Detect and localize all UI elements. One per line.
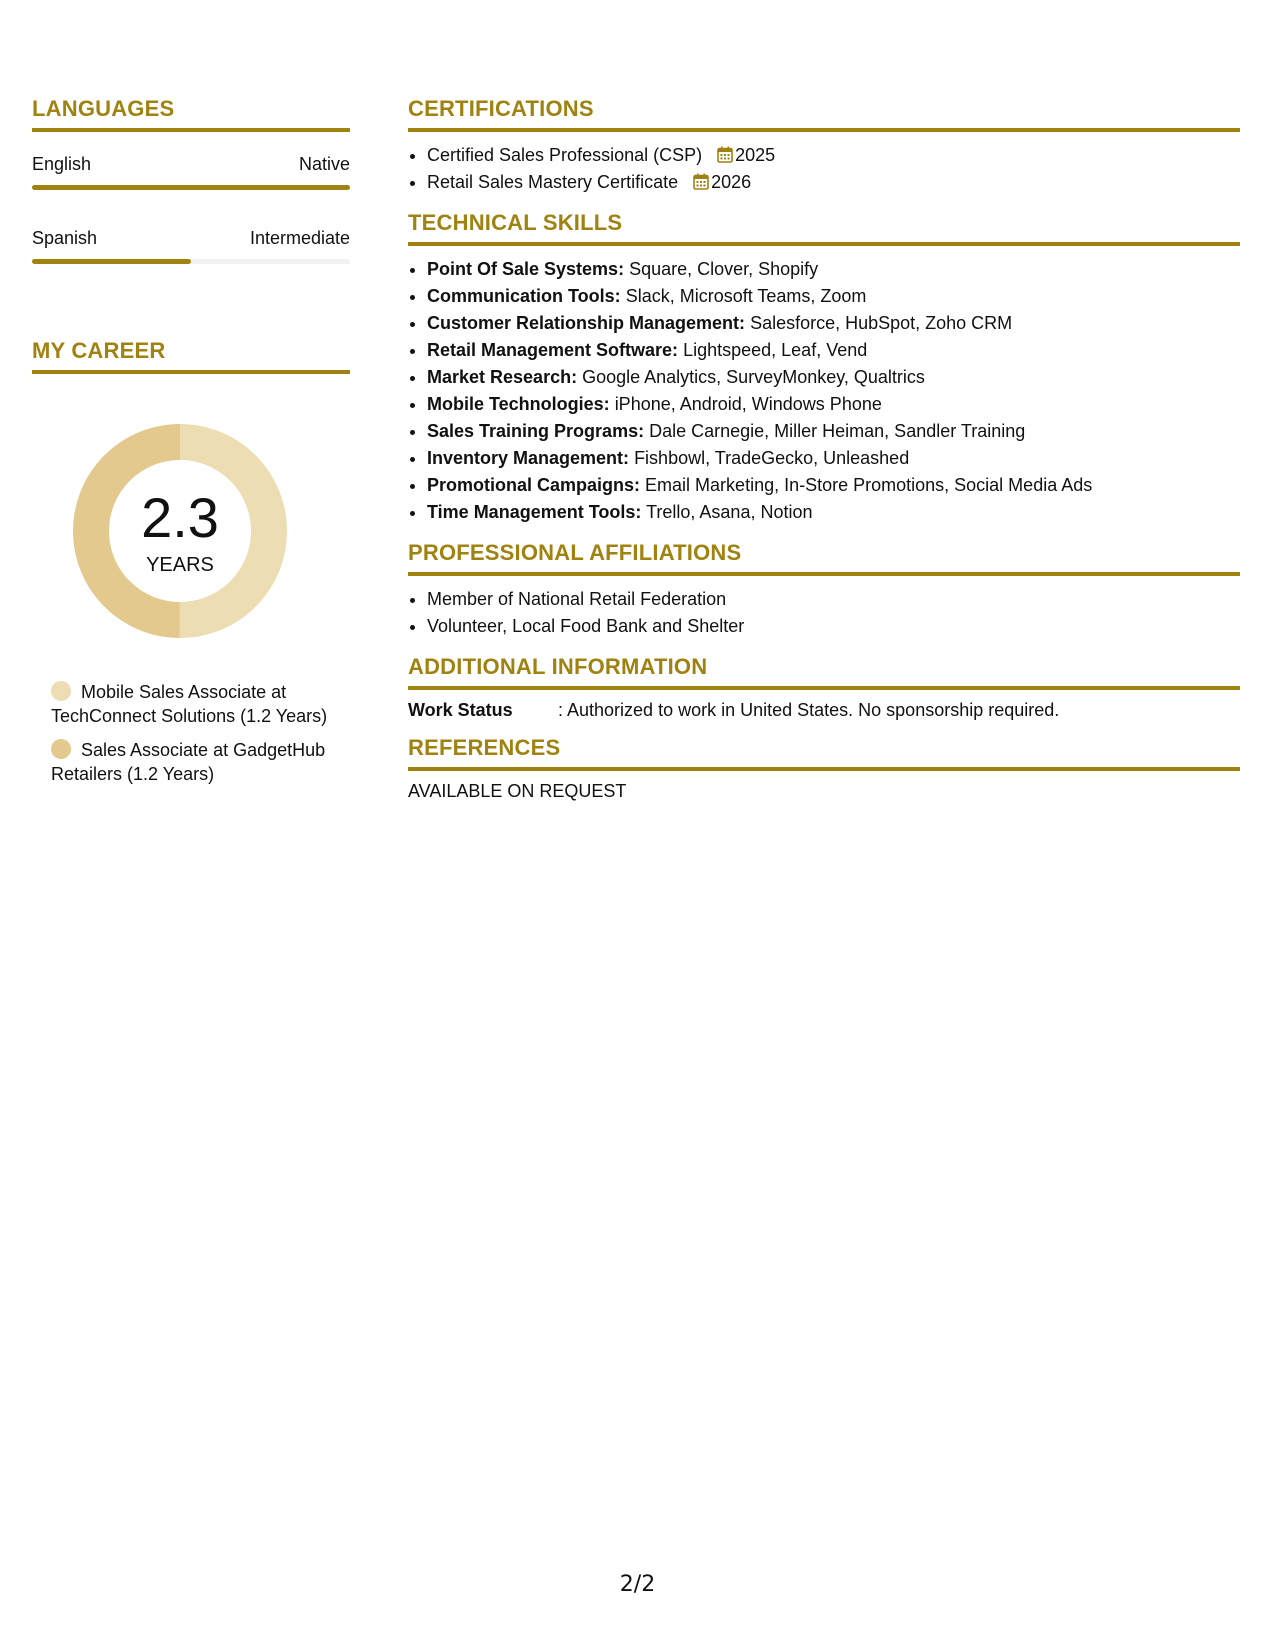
language-name: English [32, 154, 92, 174]
skill-item [427, 310, 1240, 337]
skill-item [427, 472, 1240, 499]
certification-item [427, 169, 1240, 196]
skill-item [427, 337, 1240, 364]
skill-label: Inventory Management: [427, 448, 630, 468]
language-proficiency-bar [32, 185, 350, 190]
page-number: 2/2 [619, 1572, 656, 1597]
skill-value: Salesforce, HubSpot, Zoho CRM [750, 313, 1013, 333]
certification-name: Certified Sales Professional (CSP) [427, 145, 703, 165]
language-item [32, 154, 350, 190]
skill-value: Fishbowl, TradeGecko, Unleashed [634, 448, 910, 468]
skill-value: Google Analytics, SurveyMonkey, Qualtrics [582, 367, 925, 387]
certification-year: 2026 [711, 172, 752, 192]
skill-item [427, 445, 1240, 472]
references-text: AVAILABLE ON REQUEST [408, 781, 627, 801]
affiliations-section [408, 540, 1240, 640]
career-total-value: 2.3 [141, 486, 219, 549]
skill-label: Promotional Campaigns: [427, 475, 641, 495]
references-section [408, 735, 1240, 802]
additional-info-section [408, 654, 1240, 721]
legend-dot-icon [51, 681, 71, 701]
skill-label: Customer Relationship Management: [427, 313, 746, 333]
work-status-label: Work Status [408, 700, 513, 720]
career-total-unit: YEARS [146, 554, 214, 576]
skill-item [427, 391, 1240, 418]
language-level: Intermediate [249, 228, 350, 248]
work-status-value: : Authorized to work in United States. No sponsorship required. [558, 700, 1060, 720]
technical-skills-heading: TECHNICAL SKILLS [408, 210, 1240, 246]
certification-item [427, 142, 1240, 169]
technical-skills-section [408, 210, 1240, 526]
calendar-icon [693, 173, 709, 190]
skill-label: Time Management Tools: [427, 502, 642, 522]
skill-value: Email Marketing, In-Store Promotions, Social Media Ads [645, 475, 1093, 495]
career-legend-label: Mobile Sales Associate at TechConnect Solutions (1.2 Years) [51, 682, 328, 726]
legend-dot-icon [51, 739, 71, 759]
skill-item [427, 364, 1240, 391]
skill-value: Dale Carnegie, Miller Heiman, Sandler Training [649, 421, 1026, 441]
certification-year: 2025 [735, 145, 776, 165]
career-legend-label: Sales Associate at GadgetHub Retailers (1.2 Years) [51, 740, 326, 784]
affiliation-item: • Volunteer, Local Food Bank and Shelter [427, 613, 1240, 640]
skill-label: Retail Management Software: [427, 340, 679, 360]
references-heading: REFERENCES [408, 735, 1240, 771]
language-name: Spanish [32, 228, 98, 248]
skill-item [427, 256, 1240, 283]
affiliation-item: • Member of National Retail Federation [427, 586, 1240, 613]
skill-label: Communication Tools: [427, 286, 621, 306]
skill-value: Square, Clover, Shopify [629, 259, 819, 279]
language-level: Native [298, 154, 350, 174]
certifications-list [408, 142, 1240, 196]
career-legend-item [51, 680, 331, 728]
languages-heading: LANGUAGES [32, 96, 350, 132]
additional-info-heading: ADDITIONAL INFORMATION [408, 654, 1240, 690]
skill-value: Slack, Microsoft Teams, Zoom [625, 286, 867, 306]
language-proficiency-fill [32, 185, 350, 190]
affiliations-list [408, 586, 1240, 640]
calendar-icon [717, 146, 733, 163]
certifications-heading: CERTIFICATIONS [408, 96, 1240, 132]
skill-value: iPhone, Android, Windows Phone [614, 394, 882, 414]
language-item [32, 228, 350, 264]
career-legend [51, 680, 331, 786]
right-column [408, 96, 1240, 802]
skill-item [427, 499, 1240, 526]
skill-value: Lightspeed, Leaf, Vend [683, 340, 868, 360]
technical-skills-list [408, 256, 1240, 526]
skill-value: Trello, Asana, Notion [646, 502, 813, 522]
skill-label: Mobile Technologies: [427, 394, 610, 414]
certification-name: Retail Sales Mastery Certificate [427, 172, 679, 192]
skill-item [427, 418, 1240, 445]
skill-label: Point Of Sale Systems: [427, 259, 625, 279]
skill-label: Market Research: [427, 367, 578, 387]
work-status-row [408, 700, 1240, 721]
skill-item [427, 283, 1240, 310]
career-heading: MY CAREER [32, 338, 350, 374]
language-proficiency-fill [32, 259, 191, 264]
certifications-section [408, 96, 1240, 196]
career-legend-item [51, 738, 331, 786]
left-column [32, 96, 350, 796]
skill-label: Sales Training Programs: [427, 421, 645, 441]
language-proficiency-bar [32, 259, 350, 264]
affiliations-heading: PROFESSIONAL AFFILIATIONS [408, 540, 1240, 576]
career-donut-chart [67, 418, 293, 644]
